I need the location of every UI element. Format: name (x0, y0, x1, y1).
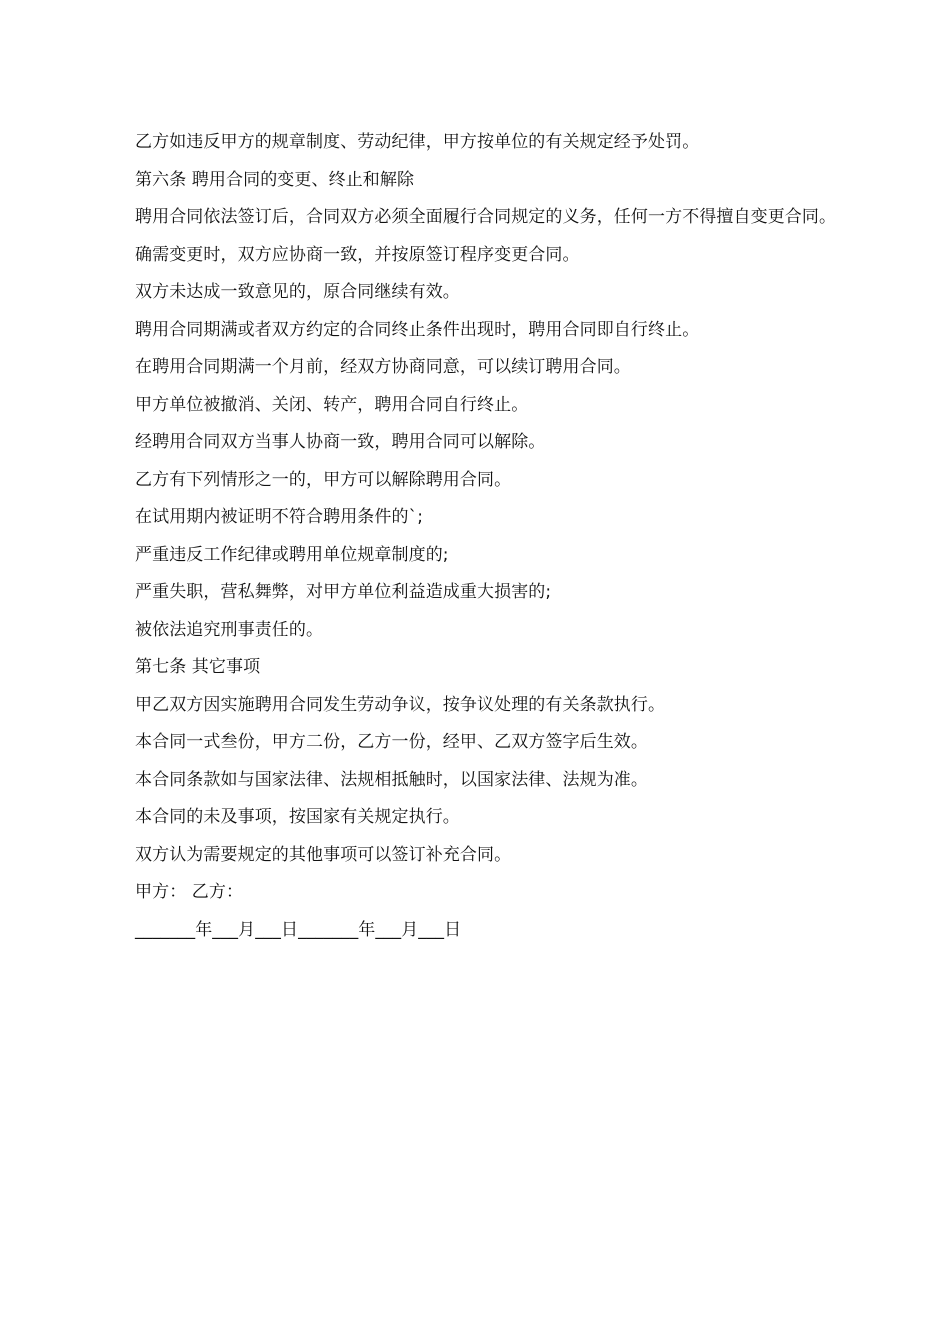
list-item: 被依法追究刑事责任的。 (135, 619, 324, 640)
paragraph: 聘用合同依法签订后，合同双方必须全面履行合同规定的义务，任何一方不得擅自变更合同。 (135, 207, 837, 227)
paragraph: 本合同的未及事项，按国家有关规定执行。 (135, 807, 460, 827)
paragraph: 在聘用合同期满一个月前，经双方协商同意，可以续订聘用合同。 (135, 357, 631, 377)
list-item: 在试用期内被证明不符合聘用条件的`; (135, 507, 424, 527)
paragraph: 乙方如违反甲方的规章制度、劳动纪律，甲方按单位的有关规定经予处罚。 (135, 132, 700, 152)
signature-dates: _______年___月___日_______年___月___日 (135, 919, 462, 940)
paragraph: 本合同条款如与国家法律、法规相抵触时，以国家法律、法规为准。 (135, 769, 648, 790)
paragraph: 甲方单位被撤消、关闭、转产，聘用合同自行终止。 (135, 394, 529, 415)
paragraph: 本合同一式叁份，甲方二份，乙方一份，经甲、乙双方签字后生效。 (135, 732, 648, 752)
document-body (116, 124, 840, 949)
paragraph: 双方认为需要规定的其他事项可以签订补充合同。 (135, 844, 512, 865)
paragraph: 聘用合同期满或者双方约定的合同终止条件出现时，聘用合同即自行终止。 (135, 319, 700, 340)
paragraph: 经聘用合同双方当事人协商一致，聘用合同可以解除。 (135, 432, 546, 452)
paragraph: 乙方有下列情形之一的，甲方可以解除聘用合同。 (135, 469, 512, 490)
list-item: 严重违反工作纪律或聘用单位规章制度的; (135, 544, 449, 565)
section-heading-7: 第七条 其它事项 (135, 657, 261, 677)
paragraph: 双方未达成一致意见的，原合同继续有效。 (135, 282, 460, 302)
section-heading-6: 第六条 聘用合同的变更、终止和解除 (135, 169, 415, 190)
list-item: 严重失职，营私舞弊，对甲方单位利益造成重大损害的; (135, 582, 552, 602)
paragraph: 确需变更时，双方应协商一致，并按原签订程序变更合同。 (135, 244, 580, 265)
paragraph: 甲乙双方因实施聘用合同发生劳动争议，按争议处理的有关条款执行。 (135, 694, 666, 715)
signature-parties: 甲方： 乙方： (135, 882, 244, 902)
